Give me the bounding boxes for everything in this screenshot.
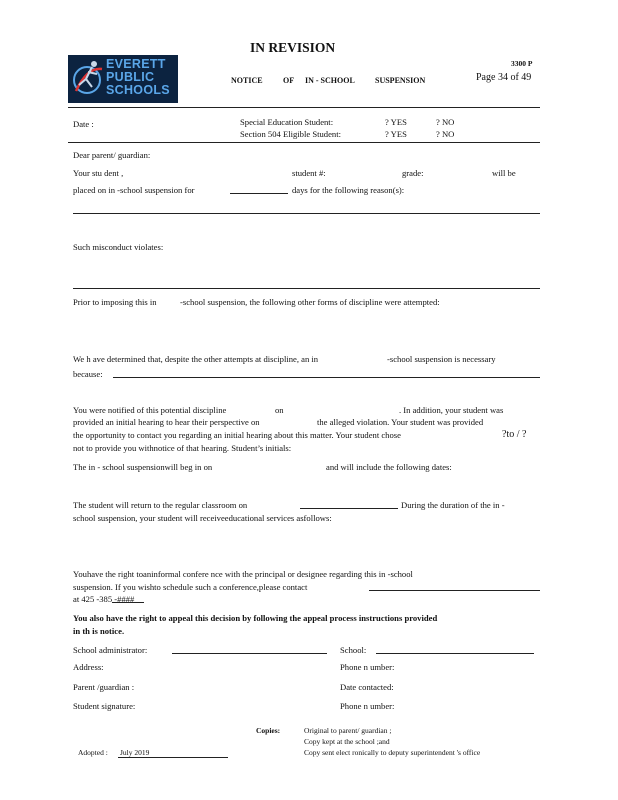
misconduct-field[interactable] [73, 288, 540, 289]
will-be-text: will be [492, 168, 516, 178]
because-label: because: [73, 369, 103, 379]
section-divider [68, 142, 540, 143]
hearing-choice-options[interactable]: ?to / ? [502, 429, 527, 440]
placed-text: placed on in -school suspension for [73, 185, 195, 195]
adopted-underline [118, 757, 228, 758]
parent-guardian-label: Parent /guardian : [73, 682, 135, 692]
contact-field[interactable] [369, 590, 540, 591]
return-date-field[interactable] [300, 508, 398, 509]
date-contacted-label: Date contacted: [340, 682, 394, 692]
adopted-label: Adopted : [78, 748, 108, 757]
school-administrator-field[interactable] [172, 653, 327, 654]
prior-discipline-text-a: Prior to imposing this in [73, 297, 157, 307]
prior-discipline-text-b: -school suspension, the following other forms of discipline were attempted: [180, 297, 440, 307]
contact-phone: at 425 -385 -#### [73, 594, 135, 604]
copy-sent: Copy sent elect ronically to deputy superintendent 's office [304, 748, 481, 757]
misconduct-label: Such misconduct violates: [73, 242, 164, 252]
school-administrator-label: School administrator: [73, 645, 148, 655]
return-text-b: During the duration of the in - [401, 500, 505, 510]
your-student-label: Your stu dent , [73, 168, 124, 178]
conference-text-b: suspension. If you wishto schedule such a conference,please contact [73, 582, 308, 592]
sped-no-option[interactable]: ? NO [436, 117, 455, 127]
logo-wordmark: EVERETT PUBLIC SCHOOLS [106, 57, 170, 97]
determined-text-a: We h ave determined that, despite the other attempts at discipline, an in [73, 354, 319, 364]
policy-number: 3300 P [511, 59, 533, 68]
everett-public-schools-logo [68, 55, 178, 103]
grade-label: grade: [402, 168, 424, 178]
student-signature-label: Student signature: [73, 701, 136, 711]
appeal-text-b: in th is notice. [73, 626, 125, 636]
copy-kept: Copy kept at the school ;and [304, 737, 390, 746]
adopted-date: July 2019 [120, 748, 150, 757]
address-label: Address: [73, 662, 104, 672]
school-field[interactable] [376, 653, 534, 654]
begin-text-a: The in - school suspensionwill beg in on [73, 462, 213, 472]
days-field[interactable] [230, 193, 288, 194]
school-label: School: [340, 645, 367, 655]
special-education-label: Special Education Student: [240, 117, 334, 127]
phone-number-label-2: Phone n umber: [340, 701, 395, 711]
form-title-notice: NOTICE [231, 76, 263, 85]
notified-text-b: . In addition, your student was [399, 405, 504, 415]
determined-text-b: -school suspension is necessary [387, 354, 496, 364]
phone-number-label: Phone n umber: [340, 662, 395, 672]
not-provide-text: not to provide you withnotice of that hearing. Student’s initials: [73, 443, 292, 453]
opportunity-text: the opportunity to contact you regarding an initial hearing about this matter. Your student chose [73, 430, 401, 440]
provided-text-a: provided an initial hearing to hear their perspective on [73, 417, 260, 427]
runner-globe-icon [70, 57, 106, 101]
return-text-a: The student will return to the regular classroom on [73, 500, 248, 510]
sec504-no-option[interactable]: ? NO [436, 129, 455, 139]
provided-text-b: the alleged violation. Your student was provided [317, 417, 484, 427]
notified-text-a: You were notified of this potential discipline [73, 405, 227, 415]
salutation: Dear parent/ guardian: [73, 150, 151, 160]
begin-text-b: and will include the following dates: [326, 462, 452, 472]
phone-underline [112, 602, 144, 603]
because-field[interactable] [113, 377, 540, 378]
conference-text-a: Youhave the right toaninformal confere nce with the principal or designee regarding this in -school [73, 569, 413, 579]
document-status-title: IN REVISION [250, 40, 336, 55]
sec504-yes-option[interactable]: ? YES [385, 129, 407, 139]
days-reason-text: days for the following reason(s): [292, 185, 405, 195]
reason-field[interactable] [73, 213, 540, 214]
page-number: Page 34 of 49 [476, 72, 532, 83]
notified-on-text: on [275, 405, 284, 415]
header-divider [68, 107, 540, 108]
return-text-c: school suspension, your student will receiveeducational services asfollows: [73, 513, 332, 523]
section-504-label: Section 504 Eligible Student: [240, 129, 341, 139]
form-title-in-school: IN - SCHOOL [305, 76, 355, 85]
student-number-label: student #: [292, 168, 326, 178]
copies-label: Copies: [256, 726, 281, 735]
date-label: Date : [73, 119, 94, 129]
form-title-of: OF [283, 76, 295, 85]
sped-yes-option[interactable]: ? YES [385, 117, 407, 127]
copy-original: Original to parent/ guardian ; [304, 726, 392, 735]
form-title-suspension: SUSPENSION [375, 76, 426, 85]
appeal-text-a: You also have the right to appeal this decision by following the appeal process instructions provided [73, 613, 438, 623]
